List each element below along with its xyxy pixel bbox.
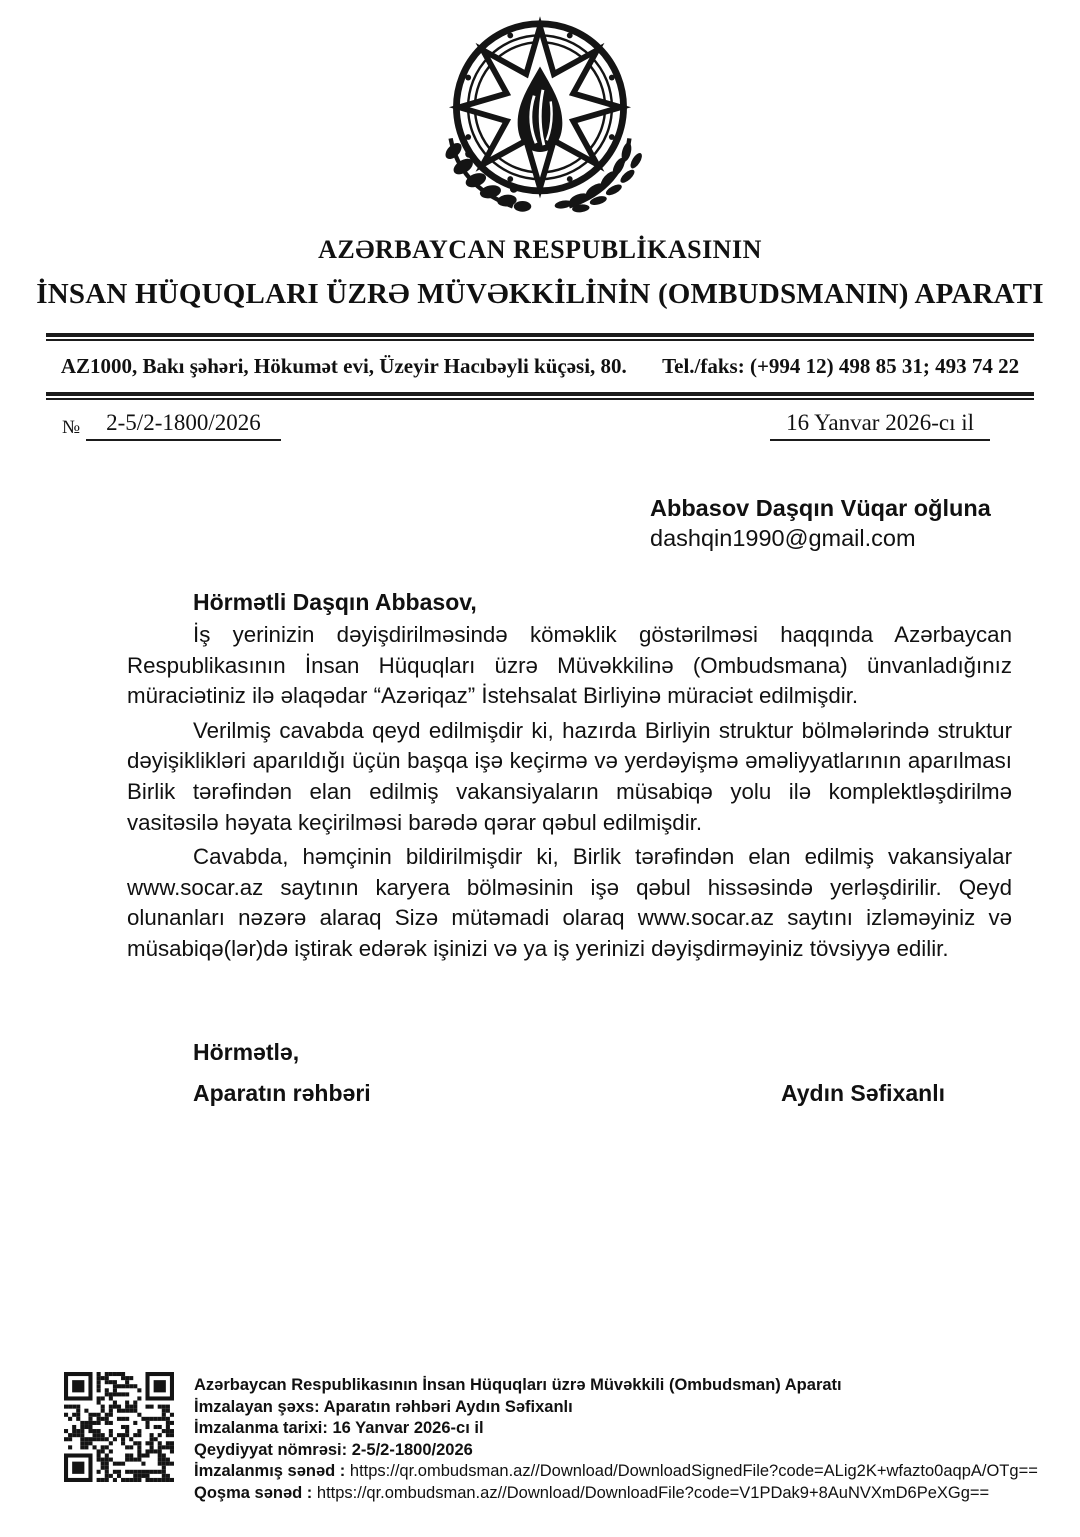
attachment-line	[194, 1483, 1038, 1505]
coat-of-arms-icon	[420, 14, 660, 220]
stamp-text-lines	[194, 1372, 1038, 1504]
recipient-block	[650, 493, 1080, 553]
header-divider-bottom	[46, 392, 1034, 400]
signed-doc-line	[194, 1461, 1038, 1483]
signature-stamp-block	[64, 1372, 1038, 1504]
paragraph-1: İş yerinizin dəyişdirilməsində köməklik göstərilməsi haqqında Azərbaycan Respublikasının İnsan Hüquqları üzrə Müvəkkilinə (Ombudsmana) ünvanladığınız müraciətiniz ilə əlaqədar “Azəriqaz” İstehsalat Birliyinə müraciət edilmişdir.	[127, 622, 1012, 709]
org-name-line1: AZƏRBAYCAN RESPUBLİKASININ	[318, 235, 762, 264]
signed-doc-label: İmzalanmış sənəd :	[194, 1462, 346, 1480]
coat-of-arms-emblem	[420, 14, 660, 225]
letter-date: 16 Yanvar 2026-cı il	[770, 410, 990, 441]
org-name-line2: İNSAN HÜQUQLARI ÜZRƏ MÜVƏKKİLİNİN (OMBUDSMANIN) APARATI	[36, 278, 1044, 310]
salutation: Hörmətli Daşqın Abbasov,	[193, 589, 477, 615]
attachment-label: Qoşma sənəd :	[194, 1483, 313, 1502]
recipient-name: Abbasov Daşqın Vüqar oğluna	[650, 495, 991, 521]
phone-fax: Tel./faks: (+994 12) 498 85 31; 493 74 22	[662, 354, 1020, 378]
closing-salutation: Hörmətlə,	[193, 1038, 300, 1065]
qr-code	[64, 1372, 174, 1482]
stamp-org-name: Azərbaycan Respublikasının İnsan Hüquqları üzrə Müvəkkili (Ombudsman) Aparatı	[194, 1376, 842, 1394]
stamp-reg-number: Qeydiyyat nömrəsi: 2-5/2-1800/2026	[194, 1440, 473, 1459]
reference-number: 2-5/2-1800/2026	[86, 410, 281, 441]
reference-row	[62, 410, 990, 441]
stamp-signer: İmzalayan şəxs: Aparatın rəhbəri Aydın Səfixanlı	[194, 1397, 573, 1416]
stamp-sign-date: İmzalanma tarixi: 16 Yanvar 2026-cı il	[194, 1419, 484, 1437]
signer-name: Aydın Səfixanlı	[780, 1079, 945, 1106]
recipient-email: dashqin1990@gmail.com	[650, 525, 916, 551]
attachment-url: https://qr.ombudsman.az//Download/DownloadFile?code=V1PDak9+8AuNVXmD6PeXGg==	[316, 1483, 990, 1502]
signer-title: Aparatın rəhbəri	[193, 1079, 371, 1106]
signature-row	[193, 1080, 945, 1107]
signed-doc-url: https://qr.ombudsman.az//Download/DownloadSignedFile?code=ALig2K+wfazto0aqpA/OTg==	[349, 1462, 1038, 1480]
address-row	[0, 354, 1080, 379]
paragraph-2: Verilmiş cavabda qeyd edilmişdir ki, hazırda Birliyin struktur bölmələrində struktur dəyişiklikləri aparıldığı üçün başqa işə keçirmə və yerdəyişmə əməliyyatlarının aparılması Birlik tərəfindən elan edilmiş vakansiyaların müsabiqə yolu ilə komplektləşdirilmə vasitəsilə həyata keçirilməsi barədə qərar qəbul edilmişdir.	[127, 717, 1012, 835]
header-divider-top	[46, 333, 1034, 341]
postal-address: AZ1000, Bakı şəhəri, Hökumət evi, Üzeyir Hacıbəyli küçəsi, 80.	[60, 354, 627, 378]
paragraph-3: Cavabda, həmçinin bildirilmişdir ki, Birlik tərəfindən elan edilmiş vakansiyalar www.socar.az saytının karyera bölməsinin işə qəbul hissəsində yerləşdirilir. Qeyd olunanları nəzərə alaraq Sizə mütəmadi olaraq www.socar.az saytını izləməyiniz və müsabiqə(lər)də iştirak edərək işinizi və ya iş yerinizi dəyişdirməyiniz tövsiyyə edilir.	[127, 844, 1012, 961]
number-sign: №	[62, 417, 81, 438]
